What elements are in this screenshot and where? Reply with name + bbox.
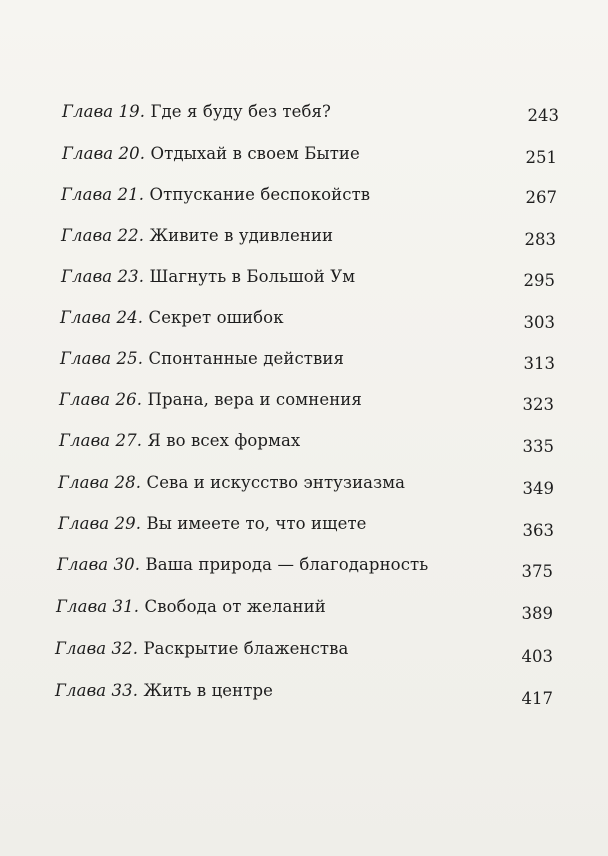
page-number: 403 <box>521 647 553 666</box>
page-number: 267 <box>525 188 557 207</box>
page-number: 243 <box>527 106 559 125</box>
chapter-title: Шагнуть в Большой Ум <box>149 267 356 286</box>
page-number: 389 <box>521 604 553 623</box>
chapter-heading <box>55 676 273 706</box>
chapter-title: Я во всех формах <box>147 431 301 450</box>
chapter-heading <box>59 385 362 415</box>
page-number: 283 <box>524 230 556 249</box>
chapter-heading <box>61 180 370 210</box>
chapter-label: Глава 31. <box>56 597 140 616</box>
chapter-heading <box>58 509 367 539</box>
chapter-label: Глава 24. <box>60 308 144 327</box>
toc-entry <box>0 676 608 706</box>
chapter-heading <box>57 550 428 580</box>
chapter-label: Глава 19. <box>62 102 146 121</box>
toc-entry <box>0 344 608 374</box>
chapter-heading <box>61 262 355 292</box>
toc-entry <box>0 139 608 169</box>
page-number: 363 <box>522 521 554 540</box>
chapter-title: Ваша природа — благодарность <box>145 555 429 574</box>
chapter-title: Секрет ошибок <box>148 308 284 327</box>
chapter-label: Глава 27. <box>59 431 143 450</box>
toc-entry <box>0 550 608 580</box>
chapter-title: Где я буду без тебя? <box>150 102 331 121</box>
chapter-label: Глава 20. <box>62 144 146 163</box>
chapter-label: Глава 21. <box>61 185 145 204</box>
page-number: 375 <box>521 562 553 581</box>
toc-entry <box>0 303 608 333</box>
toc-entry <box>0 592 608 622</box>
chapter-title: Сева и искусство энтузиазма <box>146 473 406 492</box>
chapter-title: Свобода от желаний <box>144 597 326 616</box>
page-number: 303 <box>523 313 555 332</box>
chapter-heading <box>55 634 348 664</box>
toc-entry <box>0 509 608 539</box>
chapter-title: Спонтанные действия <box>148 349 345 368</box>
toc-entry <box>0 426 608 456</box>
chapter-title: Живите в удивлении <box>149 226 334 245</box>
chapter-heading <box>60 344 344 374</box>
chapter-heading <box>61 221 333 251</box>
page-number: 323 <box>522 395 554 414</box>
chapter-heading <box>62 139 360 169</box>
chapter-label: Глава 29. <box>58 514 142 533</box>
chapter-heading <box>60 303 284 333</box>
chapter-label: Глава 32. <box>55 639 139 658</box>
page-number: 251 <box>525 148 557 167</box>
chapter-label: Глава 33. <box>55 681 139 700</box>
toc-entry <box>0 221 608 251</box>
chapter-title: Прана, вера и сомнения <box>147 390 362 409</box>
toc-entry <box>0 634 608 664</box>
chapter-heading <box>56 592 326 622</box>
chapter-label: Глава 25. <box>60 349 144 368</box>
toc-entry <box>0 97 608 127</box>
toc-entry <box>0 385 608 415</box>
chapter-title: Отпускание беспокойств <box>149 185 371 204</box>
chapter-label: Глава 22. <box>61 226 145 245</box>
chapter-title: Раскрытие блаженства <box>143 639 349 658</box>
page-number: 295 <box>523 271 555 290</box>
chapter-label: Глава 26. <box>59 390 143 409</box>
page-number: 349 <box>522 479 554 498</box>
chapter-title: Отдыхай в своем Бытие <box>150 144 360 163</box>
chapter-heading <box>62 97 331 127</box>
chapter-label: Глава 23. <box>61 267 145 286</box>
toc-entry <box>0 180 608 210</box>
chapter-label: Глава 28. <box>58 473 142 492</box>
chapter-label: Глава 30. <box>57 555 141 574</box>
page-number: 417 <box>521 689 553 708</box>
chapter-heading <box>59 426 300 456</box>
chapter-title: Жить в центре <box>143 681 274 700</box>
page-number: 335 <box>522 437 554 456</box>
toc-entry <box>0 468 608 498</box>
toc-entry <box>0 262 608 292</box>
chapter-title: Вы имеете то, что ищете <box>146 514 367 533</box>
chapter-heading <box>58 468 405 498</box>
page-number: 313 <box>523 354 555 373</box>
